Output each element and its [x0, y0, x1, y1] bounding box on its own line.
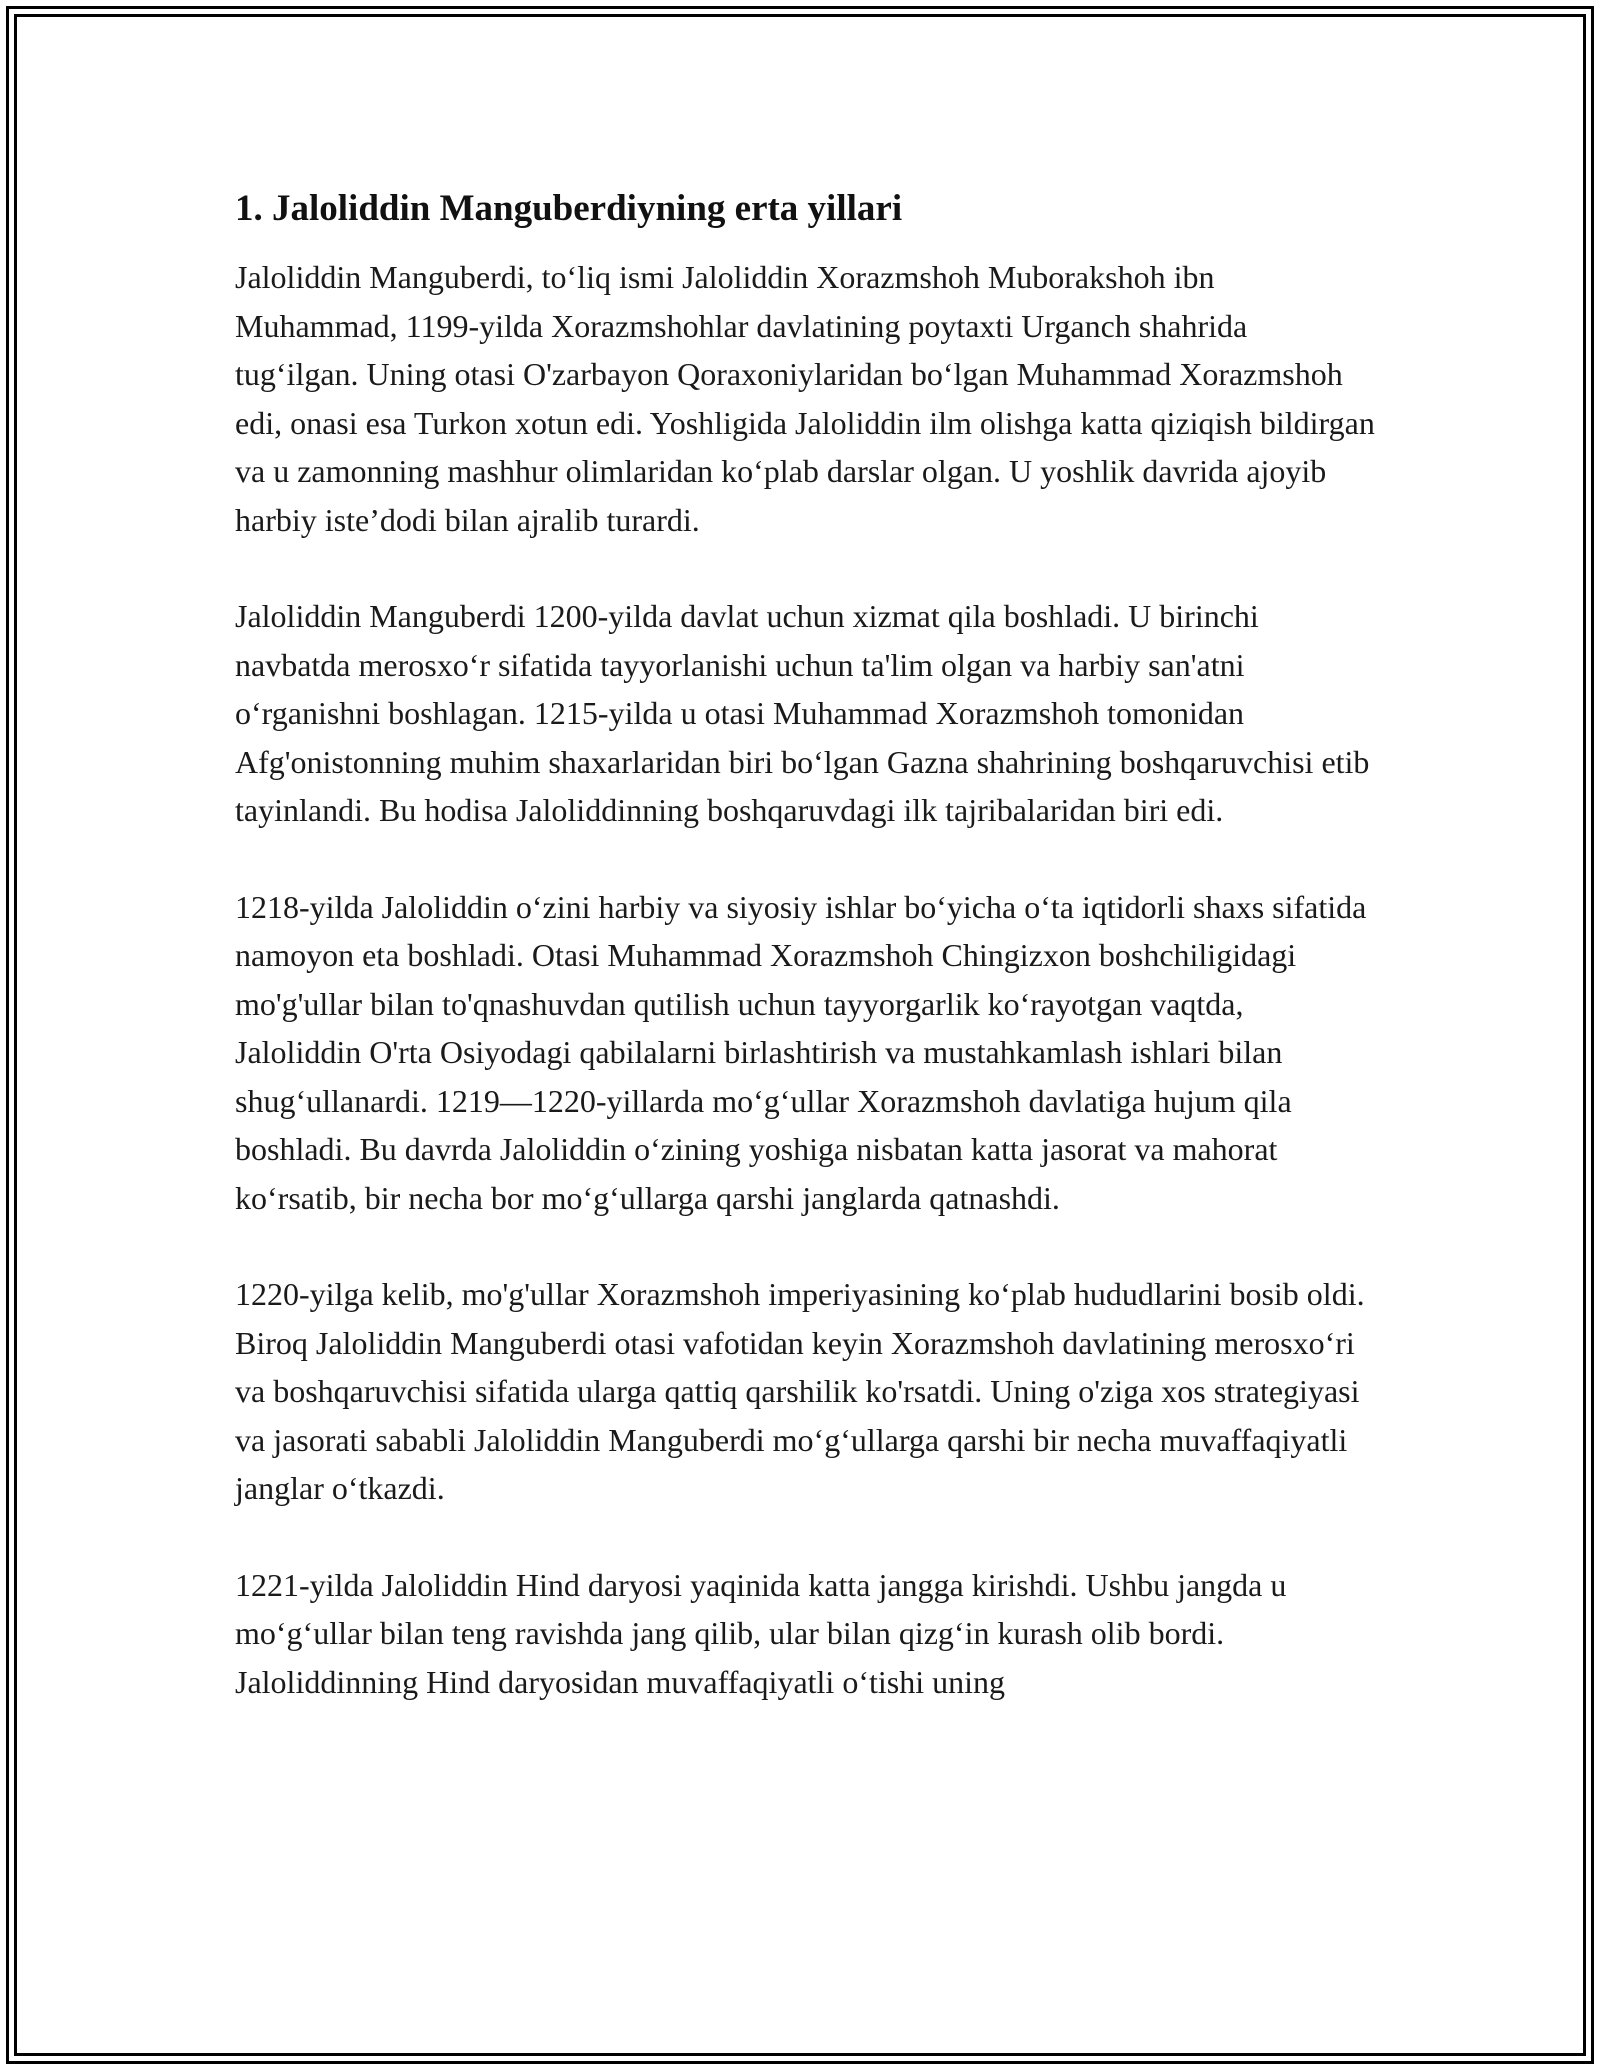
paragraph-5: 1221-yilda Jaloliddin Hind daryosi yaqinida katta jangga kirishdi. Ushbu jangda u mo‘g‘ullar bilan teng ravishda jang qilib, ular bilan qizg‘in kurash olib bordi. Jaloliddinning Hind daryosidan muvaffaqiyatli o‘tishi uning: [235, 1566, 1287, 1700]
paragraph-3: 1218-yilda Jaloliddin o‘zini harbiy va siyosiy ishlar bo‘yicha o‘ta iqtidorli shaxs sifatida namoyon eta boshladi. Otasi Muhammad Xorazmshoh Chingizxon boshchiligidagi mo'g'ullar bilan to'qnashuvdan qutilish uchun tayyorgarlik ko‘rayotgan vaqtda, Jaloliddin O'rta Osiyodagi qabilalarni birlashtirish va mustahkamlash ishlari bilan shug‘ullanardi. 1219—1220-yillarda mo‘g‘ullar Xorazmshoh davlatiga hujum qila boshladi. Bu davrda Jaloliddin o‘zining yoshiga nisbatan katta jasorat va mahorat ko‘rsatib, bir necha bor mo‘g‘ullarga qarshi janglarda qatnashdi.: [235, 888, 1367, 1216]
section-heading: 1. Jaloliddin Manguberdiyning erta yillari: [235, 188, 903, 229]
document-body: [235, 185, 1375, 1754]
paragraph-1: Jaloliddin Manguberdi, to‘liq ismi Jaloliddin Xorazmshoh Muborakshoh ibn Muhammad, 1199-yilda Xorazmshohlar davlatining poytaxti Urganch shahrida tug‘ilgan. Uning otasi O'zarbayon Qoraxoniylaridan bo‘lgan Muhammad Xorazmshoh edi, onasi esa Turkon xotun edi. Yoshligida Jaloliddin ilm olishga katta qiziqish bildirgan va u zamonning mashhur olimlaridan ko‘plab darslar olgan. U yoshlik davrida ajoyib harbiy iste’dodi bilan ajralib turardi.: [235, 259, 1375, 538]
paragraph-4: 1220-yilga kelib, mo'g'ullar Xorazmshoh imperiyasining ko‘plab hududlarini bosib oldi. Biroq Jaloliddin Manguberdi otasi vafotidan keyin Xorazmshoh davlatining merosxo‘ri va boshqaruvchisi sifatida ularga qattiq qarshilik ko'rsatdi. Uning o'ziga xos strategiyasi va jasorati sababli Jaloliddin Manguberdi mo‘g‘ullarga qarshi bir necha muvaffaqiyatli janglar o‘tkazdi.: [235, 1276, 1365, 1506]
paragraph-2: Jaloliddin Manguberdi 1200-yilda davlat uchun xizmat qila boshladi. U birinchi navbatda merosxo‘r sifatida tayyorlanishi uchun ta'lim olgan va harbiy san'atni o‘rganishni boshlagan. 1215-yilda u otasi Muhammad Xorazmshoh tomonidan Afg'onistonning muhim shaxarlaridan biri bo‘lgan Gazna shahrining boshqaruvchisi etib tayinlandi. Bu hodisa Jaloliddinning boshqaruvdagi ilk tajribalaridan biri edi.: [235, 598, 1370, 828]
